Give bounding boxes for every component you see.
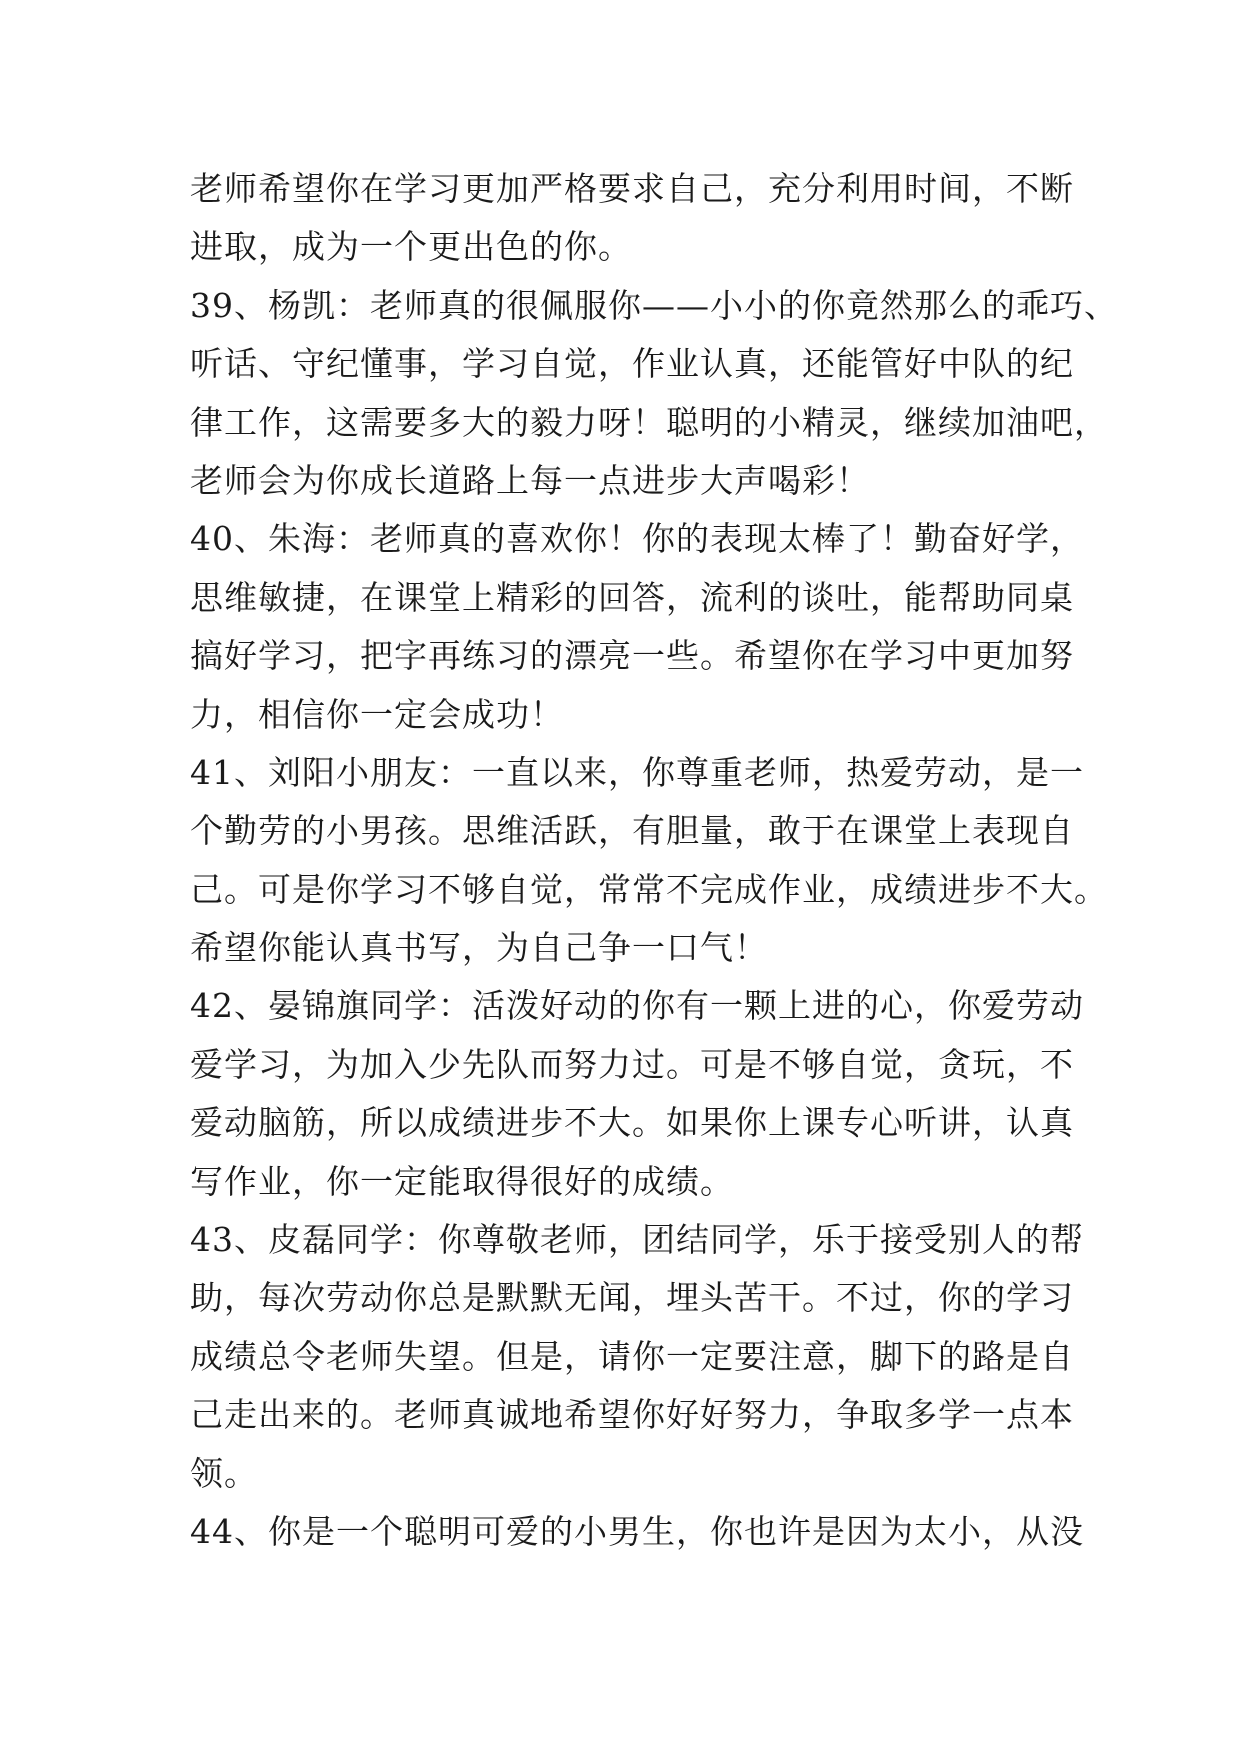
text-line: 43、皮磊同学：你尊敬老师，团结同学，乐于接受别人的帮 — [190, 1220, 1084, 1260]
text-line: 老师会为你成长道路上每一点进步大声喝彩！ — [190, 460, 870, 500]
text-line: 爱动脑筋，所以成绩进步不大。如果你上课专心听讲，认真 — [190, 1103, 1074, 1143]
text-line: 39、杨凯：老师真的很佩服你——小小的你竟然那么的乖巧、 — [190, 285, 1118, 325]
text-line: 思维敏捷，在课堂上精彩的回答，流利的谈吐，能帮助同桌 — [190, 577, 1074, 617]
text-line: 个勤劳的小男孩。思维活跃，有胆量，敢于在课堂上表现自 — [190, 811, 1074, 851]
text-line: 40、朱海：老师真的喜欢你！你的表现太棒了！勤奋好学， — [190, 519, 1084, 559]
text-line: 听话、守纪懂事，学习自觉，作业认真，还能管好中队的纪 — [190, 344, 1074, 384]
text-line: 爱学习，为加入少先队而努力过。可是不够自觉，贪玩，不 — [190, 1044, 1074, 1084]
text-line: 41、刘阳小朋友：一直以来，你尊重老师，热爱劳动，是一 — [190, 752, 1084, 792]
text-line: 老师希望你在学习更加严格要求自己，充分利用时间，不断 — [190, 169, 1074, 208]
text-line: 己。可是你学习不够自觉，常常不完成作业，成绩进步不大。 — [190, 869, 1108, 909]
body-text — [190, 160, 1118, 1561]
text-line: 44、你是一个聪明可爱的小男生，你也许是因为太小，从没 — [190, 1511, 1084, 1551]
text-line: 希望你能认真书写，为自己争一口气！ — [190, 928, 768, 968]
text-line: 领。 — [190, 1453, 258, 1493]
text-line: 成绩总令老师失望。但是，请你一定要注意，脚下的路是自 — [190, 1336, 1074, 1376]
text-line: 42、晏锦旗同学：活泼好动的你有一颗上进的心，你爱劳动 — [190, 986, 1084, 1026]
text-line: 搞好学习，把字再练习的漂亮一些。希望你在学习中更加努 — [190, 636, 1074, 676]
text-line: 写作业，你一定能取得很好的成绩。 — [190, 1161, 734, 1201]
text-line: 己走出来的。老师真诚地希望你好好努力，争取多学一点本 — [190, 1395, 1074, 1435]
text-line: 律工作，这需要多大的毅力呀！聪明的小精灵，继续加油吧， — [190, 402, 1108, 442]
text-line: 进取，成为一个更出色的你。 — [190, 227, 632, 267]
text-line: 助，每次劳动你总是默默无闻，埋头苦干。不过，你的学习 — [190, 1278, 1074, 1318]
text-line: 力，相信你一定会成功！ — [190, 694, 564, 734]
